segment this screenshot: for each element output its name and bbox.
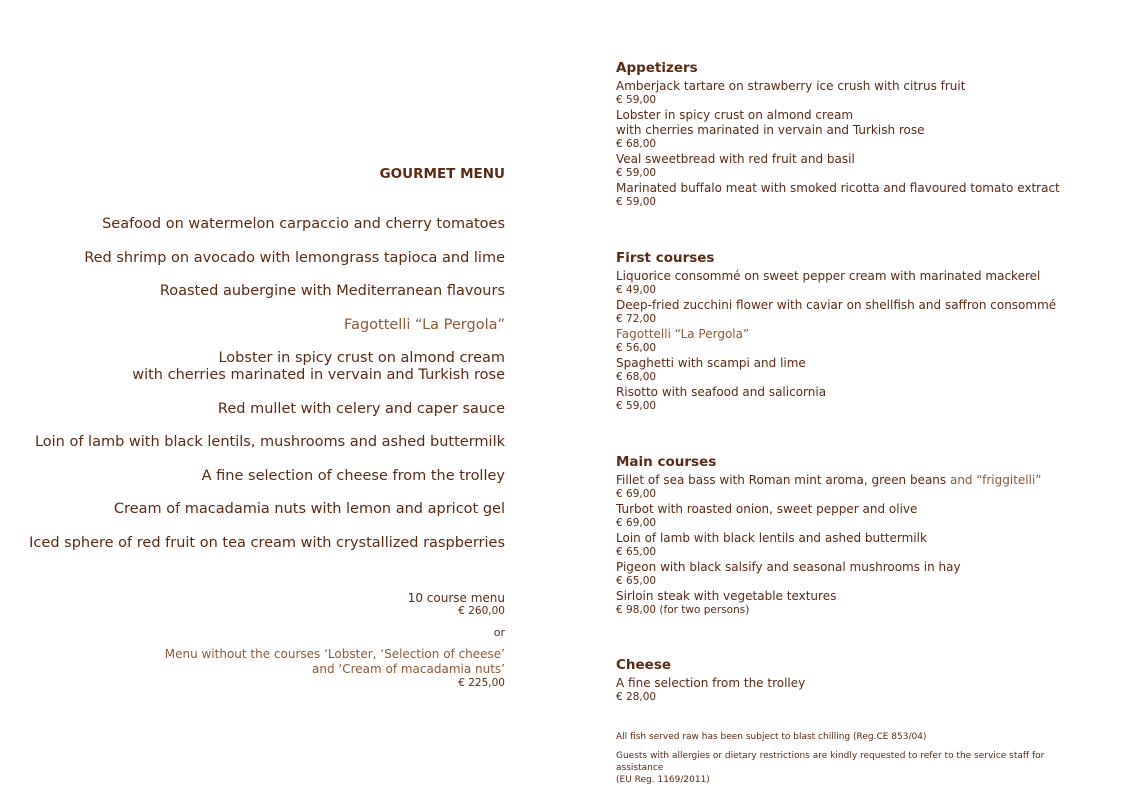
gourmet-dish bbox=[25, 250, 505, 267]
allergy-note-line: (EU Reg. 1169/2011) bbox=[616, 775, 710, 785]
item-name-continued: with cherries marinated in vervain and Turkish rose bbox=[616, 123, 925, 137]
gourmet-dish-name: Roasted aubergine with Mediterranean flavours bbox=[159, 283, 505, 299]
item-price: € 98,00 (for two persons) bbox=[616, 604, 750, 616]
item-price: € 56,00 bbox=[616, 342, 657, 354]
gourmet-dish bbox=[25, 350, 505, 384]
item-name: A fine selection from the trolley bbox=[616, 676, 806, 690]
course-menu-label: 10 course menu bbox=[407, 591, 505, 605]
item-price: € 59,00 bbox=[616, 167, 657, 179]
gourmet-dish bbox=[25, 468, 505, 485]
item-name bbox=[616, 473, 1096, 488]
section-cheese bbox=[616, 657, 1096, 704]
gourmet-dish-name-continued: with cherries marinated in vervain and Turkish rose bbox=[132, 367, 505, 383]
item-price: € 28,00 bbox=[616, 691, 657, 703]
gourmet-dish bbox=[25, 401, 505, 418]
course-menu-price: € 260,00 bbox=[458, 605, 505, 617]
alternative-menu bbox=[35, 647, 505, 677]
item-name-text: Fillet of sea bass with Roman mint aroma, green beans bbox=[616, 473, 947, 487]
item-name: Fagottelli “La Pergola” bbox=[616, 327, 750, 341]
gourmet-dish bbox=[25, 434, 505, 451]
item-price: € 68,00 bbox=[616, 138, 657, 150]
gourmet-menu-title: GOURMET MENU bbox=[379, 166, 505, 182]
gourmet-dish-name: Fagottelli “La Pergola” bbox=[344, 316, 505, 333]
gourmet-dish-name: Lobster in spicy crust on almond cream bbox=[218, 350, 505, 366]
item-price: € 72,00 bbox=[616, 313, 657, 325]
item-name: Lobster in spicy crust on almond cream bbox=[616, 108, 854, 122]
gourmet-dish-name: Red shrimp on avocado with lemongrass tapioca and lime bbox=[84, 249, 505, 266]
item-name: Turbot with roasted onion, sweet pepper and olive bbox=[616, 502, 918, 516]
item-name: Deep-fried zucchini flower with caviar on shellfish and saffron consommé bbox=[616, 298, 1057, 312]
item-price: € 59,00 bbox=[616, 94, 657, 106]
gourmet-dish bbox=[25, 535, 505, 552]
item-price: € 49,00 bbox=[616, 284, 657, 296]
gourmet-dish-name: Iced sphere of red fruit on tea cream with crystallized raspberries bbox=[29, 534, 505, 551]
a-la-carte-column bbox=[616, 60, 1096, 705]
footnotes bbox=[616, 731, 1086, 786]
section-first-courses bbox=[616, 250, 1096, 413]
item-name: Loin of lamb with black lentils and ashed buttermilk bbox=[616, 531, 927, 545]
gourmet-dish bbox=[25, 216, 505, 233]
gourmet-dish-name: Red mullet with celery and caper sauce bbox=[217, 400, 505, 417]
item-name: Marinated buffalo meat with smoked ricotta and flavoured tomato extract bbox=[616, 181, 1060, 195]
gourmet-dish bbox=[25, 317, 505, 334]
item-name: Amberjack tartare on strawberry ice crush with citrus fruit bbox=[616, 79, 966, 93]
section-title: Main courses bbox=[616, 454, 717, 470]
gourmet-dish-list bbox=[25, 216, 505, 568]
item-price: € 59,00 bbox=[616, 400, 657, 412]
gourmet-dish-name: Cream of macadamia nuts with lemon and apricot gel bbox=[113, 501, 505, 517]
section-title: Appetizers bbox=[616, 60, 698, 76]
item-price: € 69,00 bbox=[616, 488, 657, 500]
alternative-menu-price: € 225,00 bbox=[458, 677, 505, 689]
gourmet-dish-name: Seafood on watermelon carpaccio and cherry tomatoes bbox=[102, 216, 505, 232]
section-appetizers bbox=[616, 60, 1096, 209]
raw-fish-note: All fish served raw has been subject to blast chilling (Reg.CE 853/04) bbox=[616, 732, 927, 742]
alternative-menu-line: and ‘Cream of macadamia nuts’ bbox=[311, 662, 505, 676]
allergy-note-line: Guests with allergies or dietary restrictions are kindly requested to refer to the service staff for assistance bbox=[616, 751, 1045, 773]
section-title: First courses bbox=[616, 250, 715, 266]
section-main-courses bbox=[616, 454, 1096, 617]
section-title: Cheese bbox=[616, 657, 672, 673]
allergy-note bbox=[616, 750, 1086, 786]
gourmet-dish bbox=[25, 501, 505, 518]
item-price: € 69,00 bbox=[616, 517, 657, 529]
item-name: Spaghetti with scampi and lime bbox=[616, 356, 806, 370]
gourmet-dish bbox=[25, 283, 505, 300]
item-price: € 65,00 bbox=[616, 575, 657, 587]
item-name: Risotto with seafood and salicornia bbox=[616, 385, 827, 399]
gourmet-pricing bbox=[35, 591, 505, 690]
item-name: Sirloin steak with vegetable textures bbox=[616, 589, 837, 603]
item-name: Liquorice consommé on sweet pepper cream with marinated mackerel bbox=[616, 269, 1041, 283]
item-price: € 68,00 bbox=[616, 371, 657, 383]
item-name: Veal sweetbread with red fruit and basil bbox=[616, 152, 855, 166]
gourmet-dish-name: A fine selection of cheese from the trolley bbox=[201, 467, 505, 484]
alternative-menu-line: Menu without the courses ‘Lobster, ‘Selection of cheese’ bbox=[164, 647, 505, 661]
item-name-suffix: and “friggitelli” bbox=[946, 473, 1042, 487]
item-price: € 65,00 bbox=[616, 546, 657, 558]
item-price: € 59,00 bbox=[616, 196, 657, 208]
or-label: or bbox=[493, 626, 505, 639]
gourmet-dish-name: Loin of lamb with black lentils, mushrooms and ashed buttermilk bbox=[34, 434, 505, 450]
item-name: Pigeon with black salsify and seasonal mushrooms in hay bbox=[616, 560, 961, 574]
